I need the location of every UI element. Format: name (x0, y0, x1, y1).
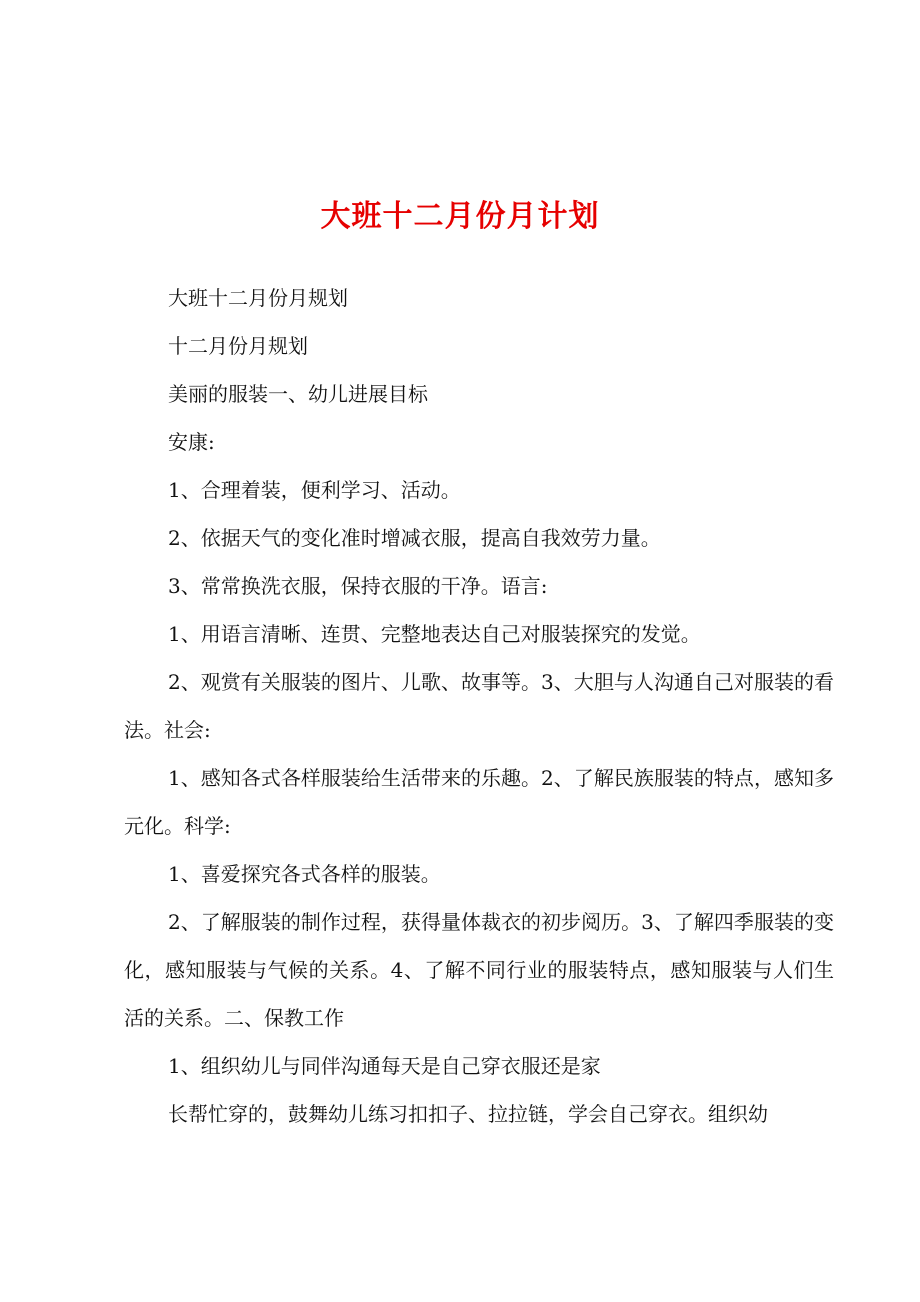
paragraph-13: 1、组织幼儿与同伴沟通每天是自己穿衣服还是家 (168, 1054, 601, 1078)
paragraph-2: 十二月份月规划 (168, 334, 308, 358)
document-title: 大班十二月份月计划 (320, 199, 600, 234)
paragraph-4: 安康: (168, 430, 215, 454)
paragraph-8: 1、用语言清晰、连贯、完整地表达自己对服装探究的发觉。 (168, 622, 701, 646)
paragraph-12: 2、了解服装的制作过程，获得量体裁衣的初步阅历。3、了解四季服装的变化，感知服装与气候的关系。4、了解不同行业的服装特点，感知服装与人们生活的关系。二、保教工作 (124, 910, 834, 1030)
paragraph-5: 1、合理着装，便利学习、活动。 (168, 478, 461, 502)
paragraph-14: 长帮忙穿的，鼓舞幼儿练习扣扣子、拉拉链，学会自己穿衣。组织幼 (168, 1102, 768, 1126)
paragraph-10: 1、感知各式各样服装给生活带来的乐趣。2、了解民族服装的特点，感知多元化。科学: (124, 766, 834, 838)
paragraph-11: 1、喜爱探究各式各样的服装。 (168, 862, 441, 886)
paragraph-7: 3、常常换洗衣服，保持衣服的干净。语言: (168, 574, 548, 598)
paragraph-3: 美丽的服装一、幼儿进展目标 (168, 382, 428, 406)
paragraph-6: 2、依据天气的变化准时增减衣服，提高自我效劳力量。 (168, 526, 661, 550)
paragraph-9: 2、观赏有关服装的图片、儿歌、故事等。3、大胆与人沟通自己对服装的看法。社会: (124, 670, 834, 742)
paragraph-1: 大班十二月份月规划 (168, 286, 348, 310)
